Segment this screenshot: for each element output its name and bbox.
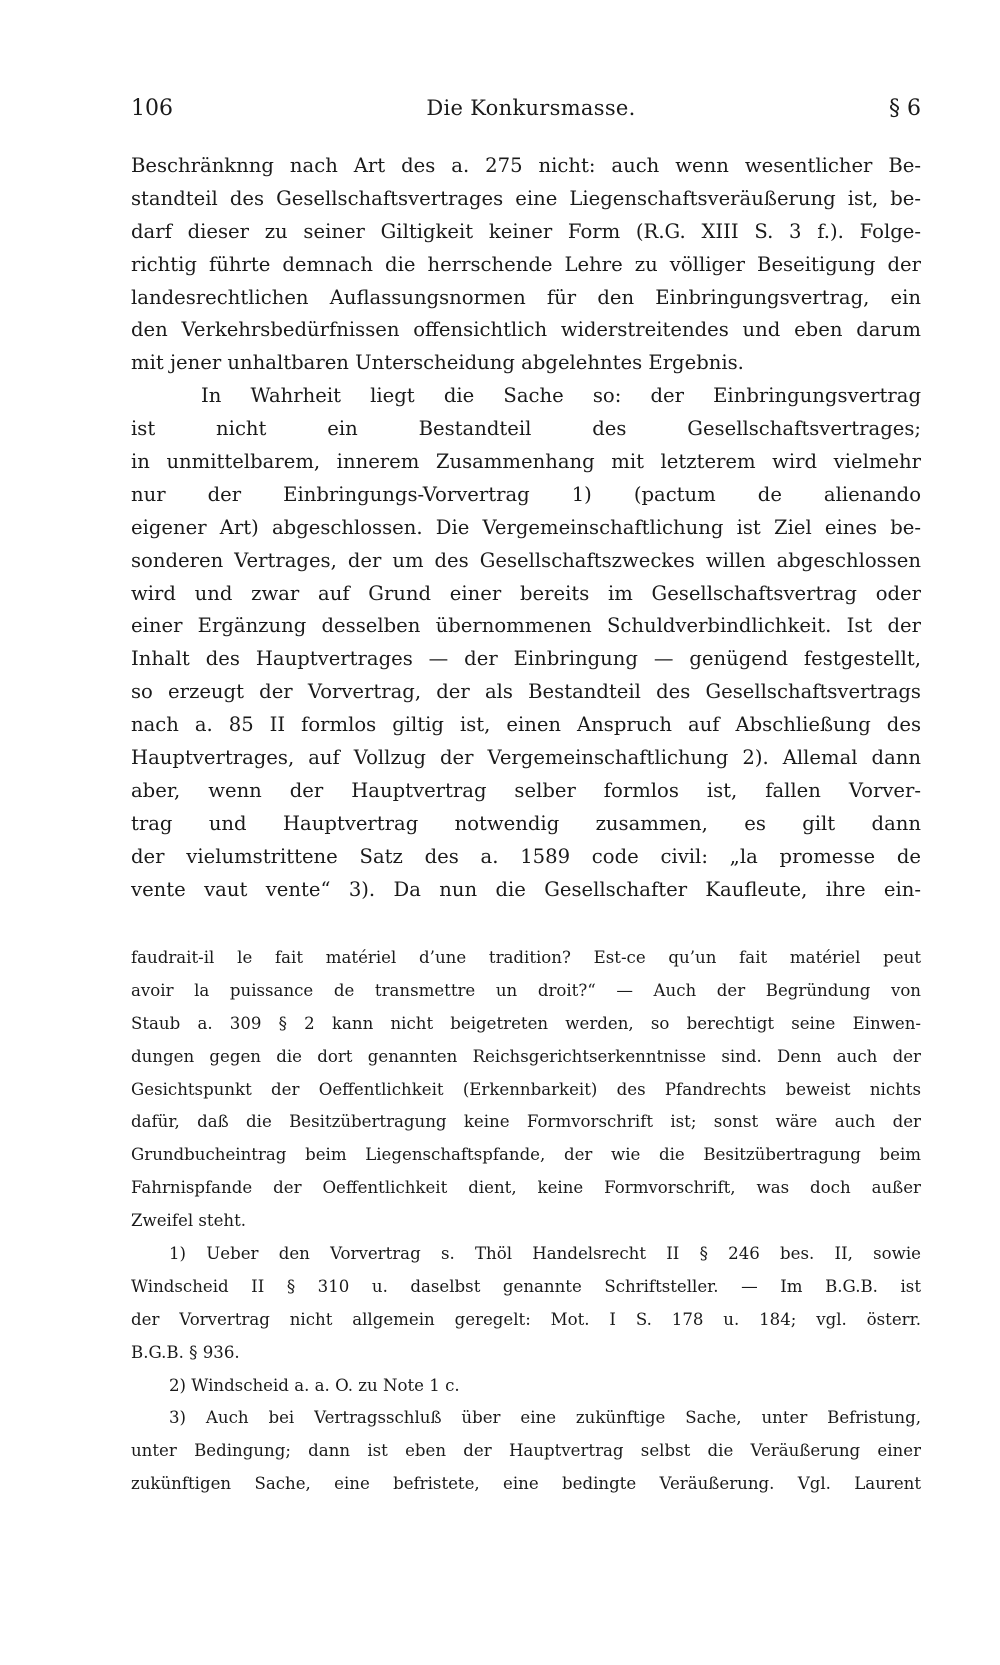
text-line: In Wahrheit liegt die Sache so: der Einbringungsvertrag: [201, 384, 921, 408]
footnote-line: dungen gegen die dort genannten Reichsgerichtserkenntnisse sind. Denn auch der: [131, 1046, 921, 1066]
text-line: Inhalt des Hauptvertrages — der Einbringung — genügend festgestellt,: [131, 647, 921, 671]
footnote-line: Zweifel steht.: [131, 1211, 247, 1231]
footnote-line: Staub a. 309 § 2 kann nicht beigetreten werden, so berechtigt seine Einwen-: [131, 1013, 921, 1033]
footnote-line: Gesichtspunkt der Oeffentlichkeit (Erkennbarkeit) des Pfandrechts beweist nichts: [131, 1079, 921, 1099]
text-line: nur der Einbringungs-Vorvertrag 1) (pactum de alienando: [131, 482, 921, 506]
text-line: einer Ergänzung desselben übernommenen Schuldverbindlichkeit. Ist der: [131, 614, 921, 638]
text-line: Hauptvertrages, auf Vollzug der Vergemeinschaftlichung 2). Allemal dann: [131, 746, 921, 770]
text-line: Beschränknng nach Art des a. 275 nicht: auch wenn wesentlicher Be-: [131, 154, 921, 177]
text-line: so erzeugt der Vorvertrag, der als Bestandteil des Gesellschaftsvertrags: [131, 680, 921, 704]
footnote-2: 2) Windscheid a. a. O. zu Note 1 c.: [169, 1375, 460, 1395]
section-mark: § 6: [889, 96, 921, 121]
page-number: 106: [131, 96, 173, 121]
text-line: den Verkehrsbedürfnissen offensichtlich widerstreitendes und eben darum: [131, 318, 921, 342]
text-line: richtig führte demnach die herrschende Lehre zu völliger Beseitigung der: [131, 252, 921, 276]
text-line: wird und zwar auf Grund einer bereits im Gesellschaftsvertrag oder: [131, 581, 921, 605]
text-line: trag und Hauptvertrag notwendig zusammen, es gilt dann: [131, 811, 921, 835]
footnote-1: 1) Ueber den Vorvertrag s. Thöl Handelsrecht II § 246 bes. II, sowie: [169, 1244, 921, 1264]
footnote-line: B.G.B. § 936.: [131, 1342, 240, 1362]
text-line: landesrechtlichen Auflassungsnormen für den Einbringungsvertrag, ein: [131, 285, 921, 309]
text-line: mit jener unhaltbaren Unterscheidung abgelehntes Ergebnis.: [131, 351, 744, 375]
footnote-line: dafür, daß die Besitzübertragung keine Formvorschrift ist; sonst wäre auch der: [131, 1112, 921, 1132]
text-line: ist nicht ein Bestandteil des Gesellschaftsvertrages;: [131, 417, 921, 441]
text-line: in unmittelbarem, innerem Zusammenhang mit letzterem wird vielmehr: [131, 450, 921, 474]
footnote-line: zukünftigen Sache, eine befristete, eine bedingte Veräußerung. Vgl. Laurent: [131, 1474, 921, 1494]
text-line: eigener Art) abgeschlossen. Die Vergemeinschaftlichung ist Ziel eines be-: [131, 515, 921, 539]
main-text: [131, 150, 921, 906]
footnotes: [131, 944, 921, 1503]
text-line: darf dieser zu seiner Giltigkeit keiner Form (R.G. XIII S. 3 f.). Folge-: [131, 219, 921, 243]
footnote-line: Windscheid II § 310 u. daselbst genannte Schriftsteller. — Im B.G.B. ist: [131, 1276, 921, 1296]
footnote-line: faudrait-il le fait matériel d’une tradition? Est-ce qu’un fait matériel peut: [131, 948, 921, 967]
footnote-line: Grundbucheintrag beim Liegenschaftspfande, der wie die Besitzübertragung beim: [131, 1145, 921, 1165]
text-line: der vielumstrittene Satz des a. 1589 code civil: „la promesse de: [131, 844, 921, 868]
text-line: nach a. 85 II formlos giltig ist, einen Anspruch auf Abschließung des: [131, 713, 921, 737]
running-title: Die Konkursmasse.: [426, 96, 636, 120]
footnote-line: unter Bedingung; dann ist eben der Hauptvertrag selbst die Veräußerung einer: [131, 1441, 921, 1461]
text-line: sonderen Vertrages, der um des Gesellschaftszweckes willen abgeschlossen: [131, 548, 921, 572]
text-line: vente vaut vente“ 3). Da nun die Gesellschafter Kaufleute, ihre ein-: [131, 877, 921, 901]
text-line: standteil des Gesellschaftsvertrages eine Liegenschaftsveräußerung ist, be-: [131, 186, 921, 210]
footnote-3: 3) Auch bei Vertragsschluß über eine zukünftige Sache, unter Befristung,: [169, 1408, 921, 1428]
text-line: aber, wenn der Hauptvertrag selber formlos ist, fallen Vorver-: [131, 778, 921, 802]
footnote-line: avoir la puissance de transmettre un droit?“ — Auch der Begründung von: [131, 980, 921, 1000]
footnote-line: der Vorvertrag nicht allgemein geregelt: Mot. I S. 178 u. 184; vgl. österr.: [131, 1309, 921, 1329]
running-header: [131, 96, 921, 130]
footnote-line: Fahrnispfande der Oeffentlichkeit dient, keine Formvorschrift, was doch außer: [131, 1178, 921, 1198]
